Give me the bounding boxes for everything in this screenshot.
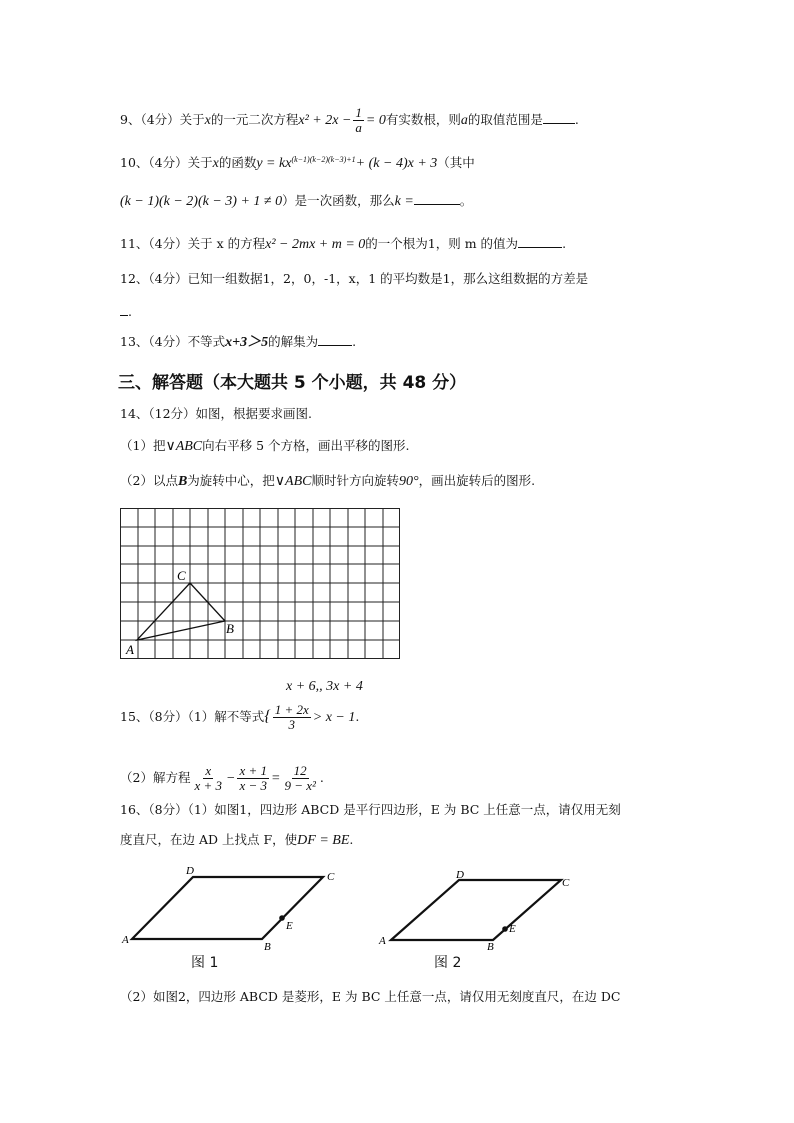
grid-lines (120, 508, 400, 659)
point-e (279, 915, 285, 921)
q10-exponent: (k−1)(k−2)(k−3)+1 (291, 155, 356, 164)
grid-figure (120, 508, 402, 660)
q15-fraction: $\frac{1 + 2x}{3}$ (274, 702, 309, 732)
svg-text:A: A (122, 934, 129, 946)
question-10: 10、（4分）关于x的函数$y = kx^{(k-1)(k-2)(k-3)+1}+ (k - 4)x + 3$（其中 (120, 155, 475, 172)
figure-1-caption: 图 1 (191, 955, 219, 971)
question-14-part-2: （2）以点B为旋转中心，把∨ABC顺时针方向旋转90°，画出旋转后的图形. (120, 473, 536, 489)
answer-blank[interactable] (543, 111, 575, 124)
q9-fraction: $\frac{1}{a}$ (355, 105, 362, 135)
question-11: 11、（4分）关于 x 的方程x² − 2mx + m = 0的一个根为1，则 m 的值为 . (120, 236, 567, 252)
question-16-line-3: （2）如图2，四边形 ABCD 是菱形，E 为 BC 上任意一点，请仅用无刻度直尺，在边 DC (120, 989, 621, 1004)
svg-text:E: E (286, 920, 293, 932)
q15-frac-3: $\frac{12}{\text{9 − x²}}$ (284, 763, 316, 793)
figure-2-rhombus (377, 868, 577, 954)
question-12-line-2: . (120, 303, 132, 320)
svg-text:D: D (456, 869, 464, 881)
svg-text:D: D (186, 865, 194, 877)
q15-frac-1: $\frac{x}{x + 3}$ (194, 763, 222, 793)
answer-blank[interactable] (120, 303, 128, 316)
question-13: 13、（4分）不等式x+3＞5的解集为 . (120, 334, 357, 350)
label-a: A (126, 642, 134, 657)
svg-text:E: E (509, 923, 516, 935)
question-14-part-1: （1）把∨ABC向右平移 5 个方格，画出平移的图形. (120, 438, 410, 454)
question-16-line-1: 16、（8分）（1）如图1，四边形 ABCD 是平行四边形，E 为 BC 上任意一点，请仅用无刻 (120, 802, 621, 817)
question-16-line-2: 度直尺，在边 AD 上找点 F，使DF = BE. (120, 832, 354, 848)
q15-frac-2: $\frac{x + 1}{x - 3}$ (239, 763, 267, 793)
question-12: 12、（4分）已知一组数据1，2，0，-1，x，1 的平均数是1，那么这组数据的方差是 (120, 271, 589, 286)
q15-system-top: x + 6,, 3x + 4 (286, 679, 363, 694)
answer-blank[interactable] (518, 235, 562, 248)
svg-text:B: B (264, 941, 271, 953)
svg-text:C: C (327, 871, 335, 883)
svg-text:B: B (487, 941, 494, 953)
question-15-part-2: （2）解方程 $\frac{x}{x + 3}$ − $\frac{x + 1}{x - 3}$ = $\frac{12}{\text{9 − x²}}$ . (120, 763, 324, 793)
section-heading: 三、解答题（本大题共 5 个小题，共 48 分） (118, 373, 467, 393)
answer-blank[interactable] (414, 192, 460, 205)
svg-text:C: C (562, 877, 570, 889)
question-10-line-2: (k − 1)(k − 2)(k − 3) + 1 ≠ 0）是一次函数，那么k = 。 (120, 193, 473, 209)
label-b: B (226, 621, 234, 636)
question-14-title: 14、（12分）如图，根据要求画图. (120, 406, 313, 421)
svg-text:A: A (379, 935, 386, 947)
question-15-part-1: 15、（8分）（1）解不等式{ $\frac{1 + 2x}{3}$ > x − 1. (120, 702, 360, 732)
label-c: C (177, 568, 186, 583)
answer-blank[interactable] (318, 333, 352, 346)
question-9: 9、（4分）关于x的一元二次方程x² + 2x − $\frac{1}{a}$ = 0有实数根，则a的取值范围是 . (120, 105, 579, 135)
q9-equation-left: x² + 2x − (298, 113, 352, 128)
figure-1-parallelogram (120, 864, 350, 954)
point-e (502, 926, 508, 932)
triangle-abc (137, 583, 225, 640)
figure-2-caption: 图 2 (434, 955, 462, 971)
